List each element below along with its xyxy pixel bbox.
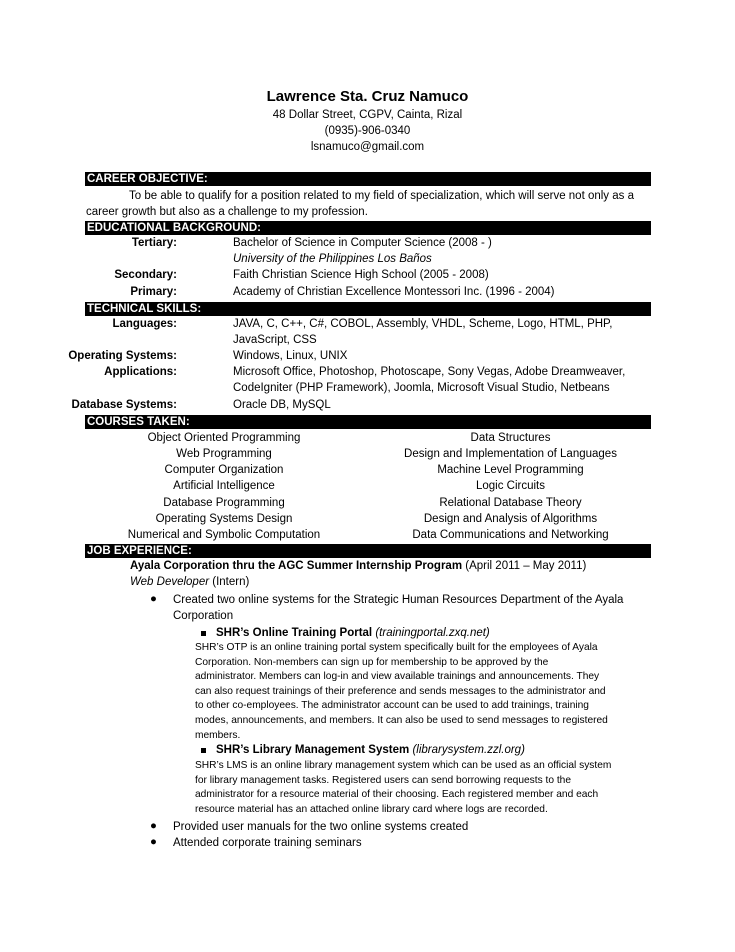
section-technical-skills: TECHNICAL SKILLS: [85,302,651,316]
otp-line: modes, announcements, and members. It can also be used to send messages to registered [195,714,608,726]
job-role-line [130,575,249,590]
otp-heading [216,626,490,641]
job-dates: (April 2011 – May 2011) [465,560,587,572]
job-heading [130,559,586,574]
bullet-dot-icon: ● [150,836,157,848]
course-left-4: Artificial Intelligence [173,480,275,492]
course-right-6: Design and Analysis of Algorithms [423,513,598,525]
tertiary-label: Tertiary: [131,237,177,249]
course-right-5: Relational Database Theory [439,497,582,509]
os-value: Windows, Linux, UNIX [233,350,348,362]
bullet-1-line-1: Created two online systems for the Strategic Human Resources Department of the Ayala [173,594,624,606]
square-bullet-icon [201,748,206,753]
phone: (0935)-906-0340 [324,125,411,137]
otp-line: SHR’s OTP is an online training portal system specifically built for the employees of Ayala [195,642,598,653]
course-right-7: Data Communications and Networking [412,529,609,541]
course-right-3: Machine Level Programming [437,464,584,476]
otp-line: can also request trainings of their preference and sends messages to the administrator and [195,685,606,697]
company: Ayala Corporation thru the AGC Summer Internship Program [130,560,463,572]
tertiary-degree: Bachelor of Science in Computer Science (2008 - ) [233,237,492,249]
os-label: Operating Systems: [68,350,177,362]
bullet-dot-icon: ● [150,593,157,605]
otp-line: Corporation. Non-members can sign up for membership to be approved by the [195,656,549,668]
secondary-label: Secondary: [114,269,177,281]
applications-line-1: Microsoft Office, Photoshop, Photoscape, Sony Vegas, Adobe Dreamweaver, [233,366,626,378]
lms-description [195,759,649,817]
course-left-6: Operating Systems Design [155,513,293,525]
otp-title: SHR’s Online Training Portal [216,627,373,639]
lms-title: SHR’s Library Management System [216,744,410,756]
section-job-experience: JOB EXPERIENCE: [85,544,651,558]
course-left-1: Object Oriented Programming [147,432,301,444]
course-left-5: Database Programming [163,497,285,509]
course-left-2: Web Programming [176,448,272,460]
lms-line: administrator for a resource material of their choosing. Each registered member and each [195,789,599,801]
candidate-name: Lawrence Sta. Cruz Namuco [266,88,469,105]
languages-line-1: JAVA, C, C++, C#, COBOL, Assembly, VHDL, Scheme, Logo, HTML, PHP, [233,318,613,330]
otp-line: members. [195,729,241,741]
applications-label: Applications: [104,366,177,378]
languages-line-2: JavaScript, CSS [233,334,317,346]
course-right-4: Logic Circuits [475,480,546,492]
database-label: Database Systems: [71,399,177,411]
address: 48 Dollar Street, CGPV, Cainta, Rizal [272,109,463,121]
course-left-7: Numerical and Symbolic Computation [127,529,321,541]
section-career-objective: CAREER OBJECTIVE: [85,172,651,186]
bullet-3: Attended corporate training seminars [173,837,362,849]
secondary-school: Faith Christian Science High School (2005 - 2008) [233,269,489,281]
otp-url: (trainingportal.zxq.net) [375,627,490,639]
section-education: EDUCATIONAL BACKGROUND: [85,221,651,235]
job-role-type: (Intern) [212,576,250,588]
languages-label: Languages: [112,318,177,330]
objective-text: To be able to qualify for a position related to my field of specialization, which will serve not only as a career growth but also as a challenge to my profession. [86,190,634,218]
lms-heading [216,743,525,758]
otp-line: to other co-employees. The administrator account can be used to add trainings, training [195,700,589,712]
job-role: Web Developer [130,576,210,588]
bullet-2: Provided user manuals for the two online systems created [173,821,469,833]
bullet-1-line-2: Corporation [173,610,234,622]
lms-line: resource material has an attached online library card where logs are recorded. [195,803,548,815]
primary-school: Academy of Christian Excellence Montessori Inc. (1996 - 2004) [233,286,555,298]
section-courses-taken: COURSES TAKEN: [85,415,651,429]
otp-line: administrator. Members can log-in and view available trainings and announcements. They [195,671,600,683]
square-bullet-icon [201,631,206,636]
email: lsnamuco@gmail.com [310,141,425,153]
lms-line: for library management tasks. Registered users can send borrowing requests to the [195,774,571,786]
lms-url: (librarysystem.zzl.org) [412,744,525,756]
lms-line: SHR’s LMS is an online library management system which can be used as an official system [195,760,612,771]
otp-description [195,641,649,743]
primary-label: Primary: [130,286,177,298]
bullet-dot-icon: ● [150,820,157,832]
database-value: Oracle DB, MySQL [233,399,331,411]
applications-line-2: CodeIgniter (PHP Framework), Joomla, Microsoft Visual Studio, Netbeans [233,382,610,394]
course-left-3: Computer Organization [164,464,284,476]
course-right-1: Data Structures [470,432,551,444]
tertiary-school: University of the Philippines Los Baños [233,253,432,265]
course-right-2: Design and Implementation of Languages [404,448,617,460]
